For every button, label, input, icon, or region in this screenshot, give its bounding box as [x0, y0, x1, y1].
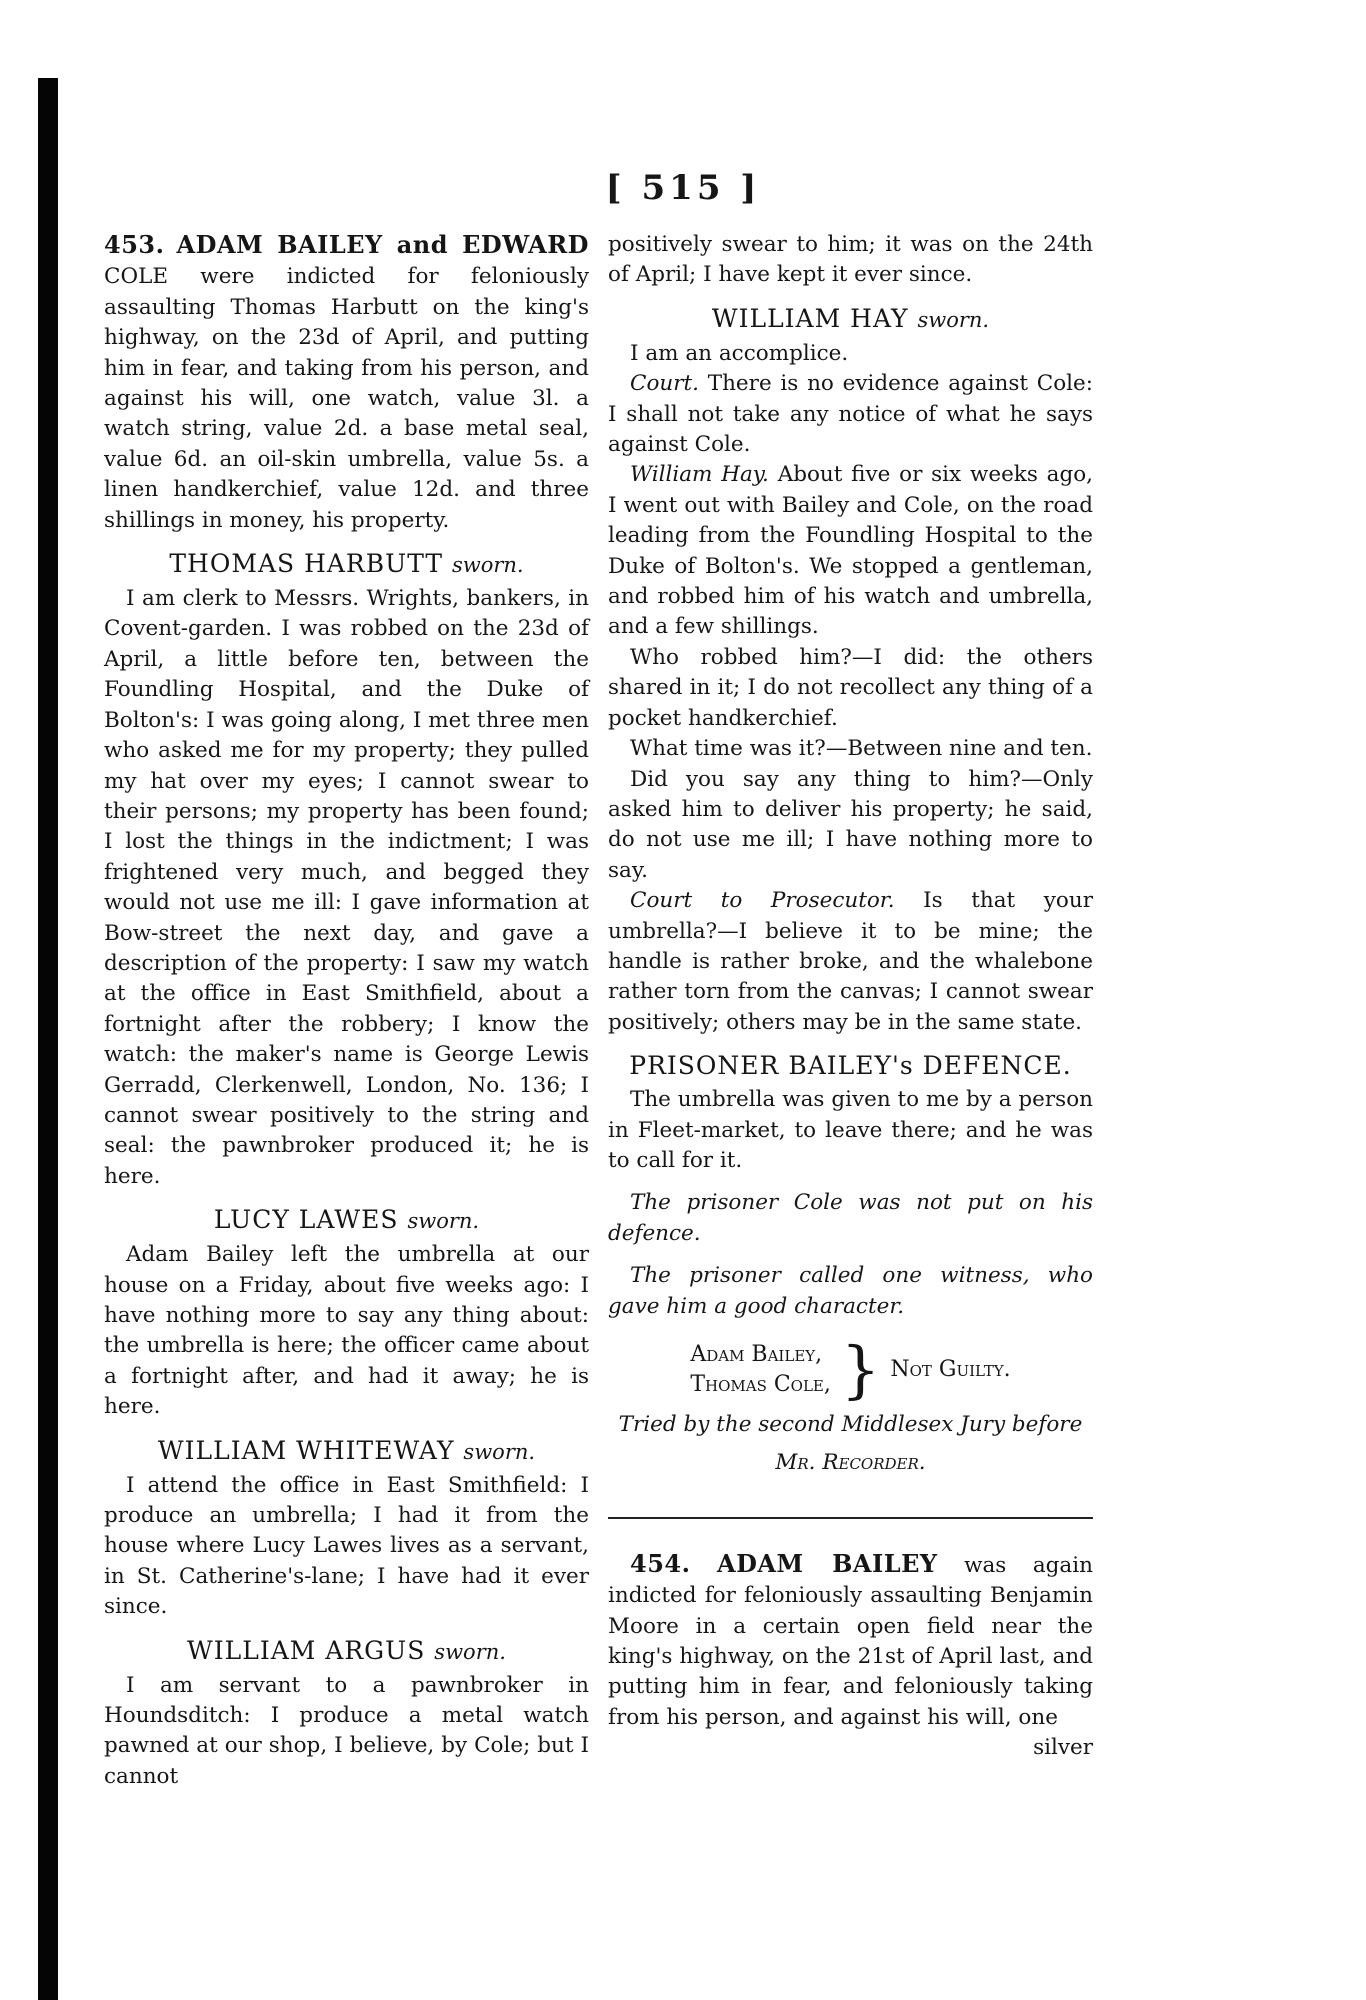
sworn-label: sworn. [463, 1439, 536, 1464]
court-remark-text: There is no evidence against Cole: I shall not take any notice of what he says against Cole. [608, 371, 1093, 458]
testimony-harbutt: I am clerk to Messrs. Wrights, bankers, in Covent-garden. I was robbed on the 23d of April, a little before ten, between the Foundling Hospital, and the Duke of Bolton's: I was going along, I met three men who asked me for my property; they pulled my hat over my eyes; I cannot swear to their persons; my property has been found; I lost the things in the indictment; I was frightened very much, and begged they would not use me ill: I gave information at Bow-street the next day, and gave a description of the property: I saw my watch at the office in East Smithfield, about a fortnight after the robbery; I know the watch: the maker's name is George Lewis Gerradd, Clerkenwell, London, No. 136; I cannot swear positively to the string and seal: the pawnbroker produced it; he is here. [104, 586, 589, 1189]
defence-heading: PRISONER BAILEY's DEFENCE. [629, 1051, 1072, 1081]
witness-heading-argus [104, 1635, 589, 1668]
speaker-label: William Hay. [630, 462, 769, 488]
testimony-argus: I am servant to a pawnbroker in Houndsditch: I produce a metal watch pawned at our shop, I believe, by Cole; but I cannot [104, 1672, 589, 1789]
book-spine-shadow [38, 78, 58, 2000]
catchword: silver [1033, 1735, 1093, 1761]
defence-text: The umbrella was given to me by a person in Fleet-market, to leave there; and he was to call for it. [608, 1087, 1093, 1173]
court-remark [608, 369, 1093, 460]
case-454-number: 454. [630, 1548, 691, 1578]
qa-item: Who robbed him?—I did: the others shared in it; I do not recollect any thing of a pocket handkerchief. [608, 644, 1093, 731]
verdict-names [690, 1340, 831, 1400]
page-number: [ 515 ] [605, 168, 761, 208]
case-453-indictment: COLE were indicted for feloniously assaulting Thomas Harbutt on the king's highway, on the 23d of April, and putting him in fear, and taking from his person, and against his will, one watch, value 3l. a watch string, value 2d. a base metal seal, value 6d. an oil-skin umbrella, value 5s. a linen handkerchief, value 12d. and three shillings in money, his property. [104, 264, 589, 533]
verdict-name: Thomas Cole, [690, 1372, 831, 1397]
sworn-label: sworn. [917, 307, 990, 332]
right-column [608, 230, 1093, 1764]
testimony-argus-continued: positively swear to him; it was on the 24th of April; I have kept it ever since. [608, 232, 1093, 288]
testimony-lawes: Adam Bailey left the umbrella at our house on a Friday, about five weeks ago: I have nothing more to say any thing about: the umbrella is here; the officer came about a fortnight after, and had it away; he is here. [104, 1242, 589, 1420]
witness-name: THOMAS HARBUTT [169, 549, 444, 579]
hay-statement-text: About five or six weeks ago, I went out with Bailey and Cole, on the road leading from the Foundling Hospital to the Duke of Bolton's. We stopped a gentleman, and robbed him of his watch and umbrella, and a few shillings. [608, 462, 1093, 640]
speaker-label: Court to Prosecutor. [630, 888, 895, 914]
case-454-intro [608, 1549, 1093, 1733]
sworn-label: sworn. [434, 1639, 506, 1664]
court-to-prosecutor-text: Is that your umbrella?—I believe it to be mine; the handle is rather broke, and the whalebone rather torn from the canvas; I cannot swear positively; others may be in the same state. [608, 888, 1093, 1035]
witness-name: LUCY LAWES [213, 1205, 399, 1235]
note-witness: The prisoner called one witness, who gave him a good character. [608, 1263, 1093, 1319]
verdict-result: Not Guilty. [890, 1356, 1011, 1382]
case-454-indictment: was again indicted for feloniously assaulting Benjamin Moore in a certain open field near the king's highway, on the 21st of April last, and putting him in fear, and feloniously taking from his person, and against his will, one [608, 1552, 1093, 1730]
witness-heading-harbutt [104, 548, 589, 581]
witness-heading-whiteway [104, 1435, 589, 1468]
case-453-defendants: ADAM BAILEY and EDWARD [176, 230, 589, 259]
witness-name: WILLIAM ARGUS [187, 1635, 426, 1665]
left-column [104, 230, 589, 1792]
case-454-defendant: ADAM BAILEY [716, 1548, 938, 1578]
sworn-label: sworn. [407, 1209, 480, 1234]
case-453-number: 453. [104, 230, 165, 259]
case-divider [608, 1517, 1093, 1519]
tried-line: Tried by the second Middlesex Jury before [618, 1412, 1083, 1437]
note-cole: The prisoner Cole was not put on his defence. [608, 1190, 1093, 1246]
witness-name: WILLIAM WHITEWAY [157, 1435, 455, 1465]
qa-item: What time was it?—Between nine and ten. [630, 736, 1093, 762]
court-to-prosecutor [608, 886, 1093, 1038]
case-453-intro [104, 230, 589, 536]
brace-glyph: } [840, 1333, 881, 1406]
hay-accomplice: I am an accomplice. [630, 340, 849, 366]
sworn-label: sworn. [451, 553, 524, 578]
tried-recorder: Mr. Recorder. [775, 1450, 926, 1476]
speaker-label: Court. [630, 371, 699, 397]
witness-heading-hay [608, 303, 1093, 336]
qa-item: Did you say any thing to him?—Only asked him to deliver his property; he said, do not use me ill; I have nothing more to say. [608, 766, 1093, 883]
witness-heading-lawes [104, 1204, 589, 1237]
witness-name: WILLIAM HAY [711, 303, 909, 333]
hay-statement [608, 460, 1093, 642]
verdict-name: Adam Bailey, [690, 1342, 823, 1367]
testimony-whiteway: I attend the office in East Smithfield: I produce an umbrella; I had it from the house where Lucy Lawes lives as a servant, in St. Catherine's-lane; I have had it ever since. [104, 1472, 589, 1620]
verdict [608, 1333, 1093, 1406]
